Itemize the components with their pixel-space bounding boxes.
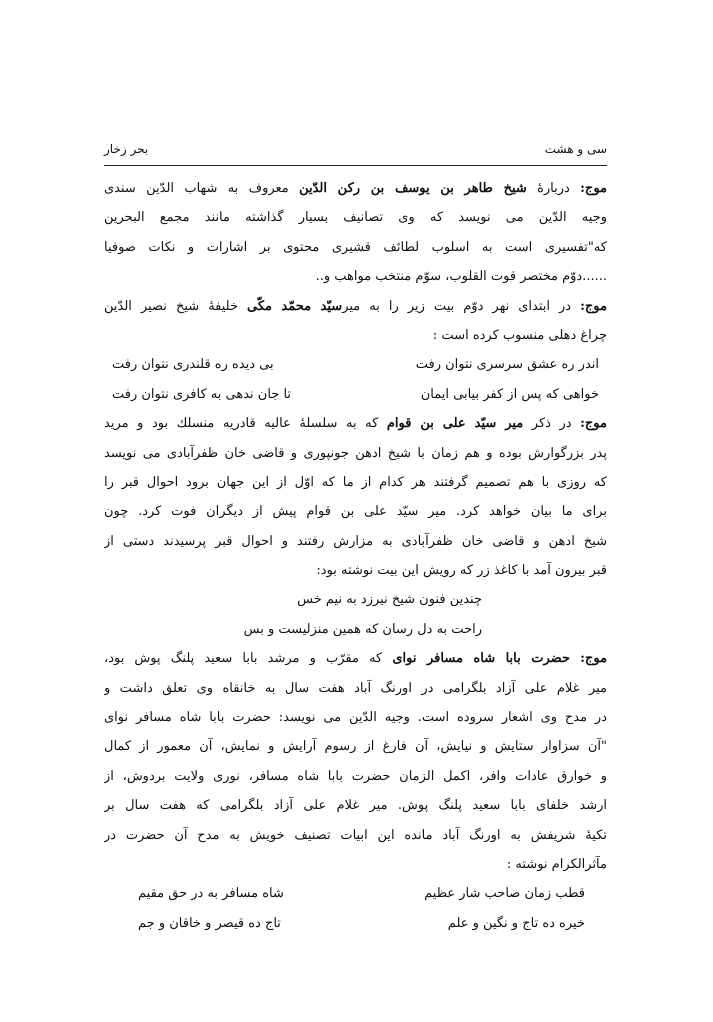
running-header [104, 142, 607, 162]
entry-keyword: موج: [580, 181, 607, 196]
verse-line [104, 879, 607, 908]
paragraph-line: موج: دربارهٔ شیخ طاهر بن یوسف بن رکن الدّین معروف به شهاب الدّین سندی [104, 181, 607, 196]
paragraph-line: ارشد خلفای بابا سعید پلنگ پوش. میر غلام علی آزاد بلگرامی که هفت سال بر [104, 798, 607, 814]
couplet-line: چندین فنون شیخ نیرزد به نیم خس [297, 592, 482, 608]
paragraph-line: و خوارق عادات وافر، اکمل الزمان حضرت بابا شاه مسافر، نوری ولایت بردوش، از [104, 768, 607, 784]
entry-keyword: موج: [580, 651, 607, 667]
paragraph-line: در مدح وی اشعار سروده است. وجیه الدّین می نویسد: حضرت بابا شاه مسافر نوای [104, 710, 607, 726]
hemistich: خواهی که پس از کفر بیابی ایمان [420, 386, 599, 402]
verse-line [104, 909, 607, 938]
verse-line [104, 350, 607, 379]
paragraph-line: چراغ دهلی منسوب کرده است : [432, 327, 607, 343]
paragraph-line: قبر بیرون آمد با کاغذ زر که رویش این بیت نوشته بود: [316, 563, 607, 579]
paragraph-line: که"تفسیری است به اسلوب لطائف قشیری محتوی بر اشارات و نکات صوفیا [104, 239, 607, 255]
paragraph-line: موج: حضرت بابا شاه مسافر نوای که مقرّب و مرشد بابا سعید پلنگ پوش بود، [104, 651, 607, 667]
entry-subject: حضرت بابا شاه مسافر نوای [392, 651, 570, 667]
entry-keyword: موج: [580, 298, 607, 314]
paragraph-line: "آن سزاوار ستایش و نیایش، آن فارغ از رسوم آرایش و نمایش، آن معمور از کمال [104, 739, 607, 755]
hemistich: خیره ده تاج و نگین و علم [447, 915, 585, 931]
paragraph-line: که روزی با هم تصمیم گرفتند هر کدام از ما که اوّل از این جهان برود احوال قبر را [104, 474, 607, 490]
paragraph-line: موج: در ذکر میر سیّد علی بن قوام که به سلسلهٔ عالیه قادریه منسلك بود و مرید [104, 416, 607, 432]
entry-keyword: موج: [580, 416, 607, 432]
page-number-title: سی و هشت [544, 142, 607, 156]
paragraph-line: تکیهٔ شریفش به اورنگ آباد مانده این ابیات تصنیف خویش به مدح آن حضرت در [104, 827, 607, 843]
hemistich: شاه مسافر به در حق مقیم [138, 886, 284, 902]
hemistich: تاج ده قیصر و خاقان و جم [138, 915, 281, 931]
paragraph-line: میر غلام علی آزاد بلگرامی در اورنگ آباد هفت سال به خانقاه وی تعلق داشت و [104, 680, 607, 696]
entry-subject: میر سیّد علی بن قوام [386, 416, 524, 432]
hemistich: تا جان ندهی به کافری نتوان رفت [112, 386, 292, 402]
paragraph-line: شیخ ادهن و قاضی خان ظفرآبادی به مزارش رفتند و احوال قبر پرسیدند دستی از [104, 533, 607, 549]
header-rule [104, 165, 607, 166]
paragraph-line: مآثرالکرام نوشته : [506, 856, 607, 872]
paragraph-line: برای ما بیان خواهد کرد. میر سیّد علی بن قوام پیش از دیگران فوت کرد. چون [104, 504, 607, 520]
page-body [104, 174, 607, 938]
verse-line [104, 380, 607, 409]
paragraph-line: موج: در ابتدای نهر دوّم بیت زیر را به میرسیّد محمّد مکّی خلیفهٔ شیخ نصیر الدّین [104, 298, 607, 314]
entry-subject: سیّد محمّد مکّی [247, 298, 343, 314]
book-title: بحر زخار [104, 142, 149, 156]
hemistich: اندر ره عشق سرسری نتوان رفت [415, 357, 599, 373]
hemistich: بی دیده ره قلندری نتوان رفت [112, 357, 274, 373]
couplet-line: راحت به دل رسان که همین منزلیست و بس [243, 621, 482, 637]
paragraph-line: وجیه الدّین می نویسد که وی تصانیف بسیار گذاشته مانند مجمع البحرین [104, 210, 607, 226]
paragraph-line: ......دوّم مختصر قوت القلوب، سوّم منتخب مواهب و.. [315, 269, 607, 285]
entry-subject: شیخ طاهر بن یوسف بن رکن الدّین [299, 181, 527, 196]
hemistich: قطب زمان صاحب شار عظیم [424, 886, 585, 902]
paragraph-line: پدر بزرگوارش بوده و هم زمان با شیخ ادهن جونپوری و قاضی خان ظفرآبادی می نویسد [104, 445, 607, 461]
